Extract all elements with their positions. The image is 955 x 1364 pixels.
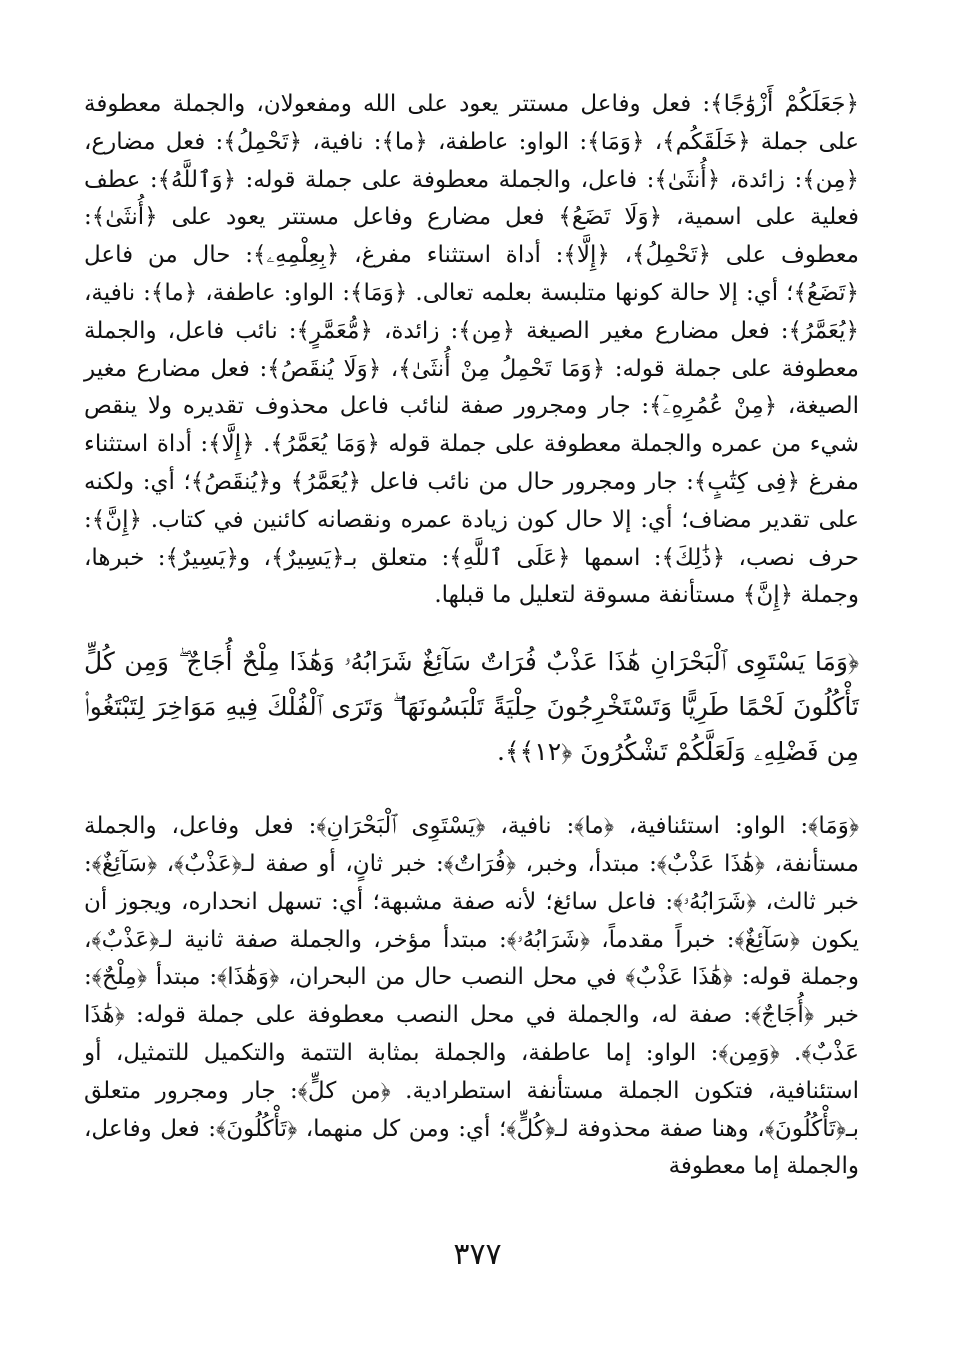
grammar-paragraph-2: ﴿وَمَا﴾: الواو: استئنافية، ﴿ما﴾: نافية، ﴿يَسْتَوِى ٱلْبَحْرَانِ﴾: فعل وفاعل، والجملة مستأنفة، ﴿هَٰذَا عَذْبٌ﴾: مبتدأ، وخبر، ﴿فُرَاتٌ﴾: خبر ثانٍ، أو صفة لـ﴿عَذْبٌ﴾، ﴿سَآئِغٌ﴾: خبر ثالث، ﴿شَرَابُهُۥ﴾: فاعل سائغ؛ لأنه صفة مشبهة؛ أي: تسهل انحداره، ويجوز أن يكون ﴿سَآئِغٌ﴾: خبراً مقدماً، ﴿شَرَابُهُۥ﴾: مبتدأ مؤخر، والجملة صفة ثانية لـ﴿عَذْبٌ﴾، وجملة قوله: ﴿هَٰذَا عَذْبٌ﴾ في محل النصب حال من البحران، ﴿وَهَٰذَا﴾: مبتدأ ﴿مِلْحٌ﴾: خبر ﴿أُجَاجٌ﴾: صفة له، والجملة في محل النصب معطوفة على جملة قوله: ﴿هَٰذَا عَذْبٌ﴾. ﴿وَمِن﴾: الواو: إما عاطفة، والجملة بمثابة التتمة والتكميل للتمثيل، أو استئنافية، فتكون الجملة مستأنفة استطرادية. ﴿من كلٍّ﴾: جار ومجرور متعلق بـ﴿تَأْكُلُونَ﴾، وهنا صفة محذوفة لـ﴿كُلٍّ﴾؛ أي: ومن كل منهما، ﴿تَأْكُلُونَ﴾: فعل وفاعل، والجملة إما معطوفة [84,813,859,1180]
spacer [84,615,859,639]
page-number: ٣٧٧ [453,1237,502,1272]
grammar-paragraph-1: ﴿جَعَلَكُمْ أَزْوَٰجًا﴾: فعل وفاعل مستتر يعود على الله ومفعولان، والجملة معطوفة على جملة ﴿خَلَقَكُم﴾، ﴿وَمَا﴾: الواو: عاطفة، ﴿ما﴾: نافية، ﴿تَحْمِلُ﴾: فعل مضارع، ﴿مِن﴾: زائدة، ﴿أُنثَىٰ﴾: فاعل، والجملة معطوفة على جملة قوله: ﴿وَٱللَّهُ﴾: عطف فعلية على اسمية، ﴿وَلَا تَضَعُ﴾ فعل مضارع وفاعل مستتر يعود على ﴿أُنثَىٰ﴾: معطوف على ﴿تَحْمِلُ﴾، ﴿إِلَّا﴾: أداة استثناء مفرغ، ﴿بِعِلْمِهِۦ﴾: حال من فاعل ﴿تَضَعُ﴾؛ أي: إلا حالة كونها متلبسة بعلمه تعالى. ﴿وَمَا﴾: الواو: عاطفة، ﴿ما﴾: نافية، ﴿يُعَمَّرُ﴾: فعل مضارع مغير الصيغة ﴿مِن﴾: زائدة، ﴿مُّعَمَّرٍ﴾: نائب فاعل، والجملة معطوفة على جملة قوله: ﴿وَمَا تَحْمِلُ مِنْ أُنثَىٰ﴾، ﴿وَلَا يُنقَصُ﴾: فعل مضارع مغير الصيغة، ﴿مِنْ عُمُرِهِۦٓ﴾: جار ومجرور صفة لنائب فاعل محذوف تقديره ولا ينقص شيء من عمره والجملة معطوفة على جملة قوله ﴿وَمَا يُعَمَّرُ﴾. ﴿إِلَّا﴾: أداة استثناء مفرغ ﴿فِى كِتَٰبٍ﴾: جار ومجرور حال من نائب فاعل ﴿يُعَمَّرُ﴾ و﴿يُنقَصُ﴾؛ أي: ولكنه على تقدير مضاف؛ أي: إلا حال كون زيادة عمره ونقصانه كائنين في كتاب. ﴿إِنَّ﴾: حرف نصب، ﴿ذَٰلِكَ﴾: اسمها ﴿عَلَى ٱللَّهِ﴾: متعلق بـ﴿يَسِيرٌ﴾، و﴿يَسِيرٌ﴾: خبرها، وجملة ﴿إِنَّ﴾ مستأنفة مسوقة لتعليل ما قبلها. [84,91,859,609]
quran-verse: ﴿وَمَا يَسْتَوِى ٱلْبَحْرَانِ هَٰذَا عَذْبٌ فُرَاتٌ سَآئِغٌ شَرَابُهُۥ وَهَٰذَا مِلْحٌ أُجَاجٌ ۖ وَمِن كُلٍّ تَأْكُلُونَ لَحْمًا طَرِيًّا وَتَسْتَخْرِجُونَ حِلْيَةً تَلْبَسُونَهَا ۖ وَتَرَى ٱلْفُلْكَ فِيهِ مَوَاخِرَ لِتَبْتَغُوا۟ مِن فَضْلِهِۦ وَلَعَلَّكُمْ تَشْكُرُونَ ﴿١٢﴾﴾. [84,647,859,767]
spacer [84,774,859,808]
